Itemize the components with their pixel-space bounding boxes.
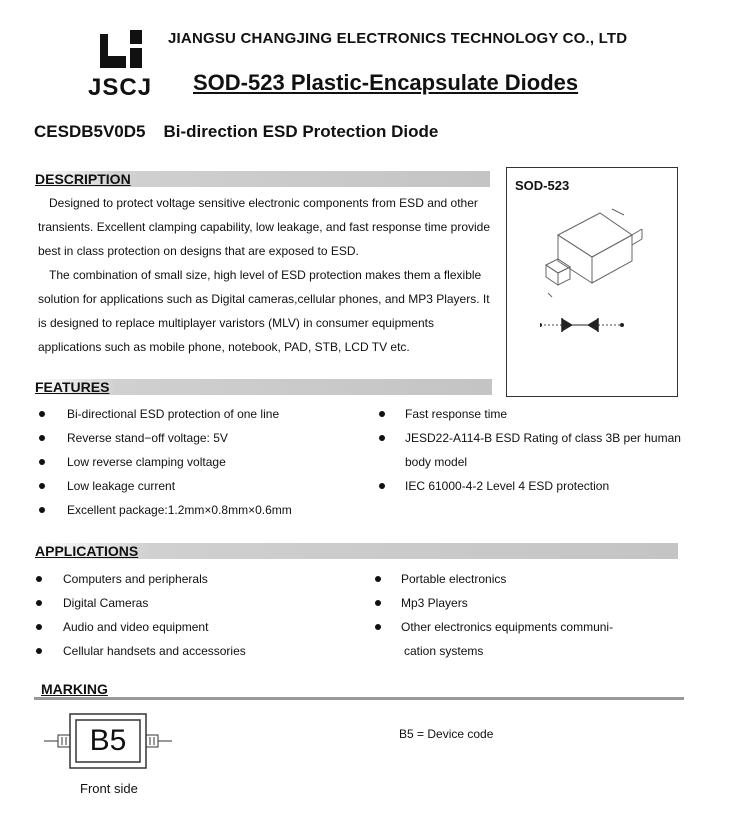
list-item: JESD22-A114-B ESD Rating of class 3B per human (405, 431, 681, 445)
bullet-icon (375, 600, 381, 606)
list-item: Audio and video equipment (63, 620, 209, 634)
list-item: Cellular handsets and accessories (63, 644, 246, 658)
logo-text: JSCJ (88, 74, 153, 101)
bullet-icon (36, 576, 42, 582)
list-item: Fast response time (405, 407, 508, 421)
features-heading: FEATURES (34, 379, 492, 395)
bullet-icon (375, 624, 381, 630)
marking-code: B5 (89, 724, 127, 757)
list-item: Bi-directional ESD protection of one line (67, 407, 280, 421)
bullet-icon (379, 483, 385, 489)
bullet-icon (375, 576, 381, 582)
list-item: Portable electronics (401, 572, 507, 586)
bullet-icon (379, 435, 385, 441)
company-name: JIANGSU CHANGJING ELECTRONICS TECHNOLOGY CO., LTD (168, 30, 628, 47)
bullet-icon (39, 411, 45, 417)
list-item: Excellent package:1.2mm×0.8mm×0.6mm (67, 503, 292, 517)
marking-heading: MARKING (34, 681, 684, 700)
description-heading: DESCRIPTION (34, 171, 490, 187)
part-description: Bi-direction ESD Protection Diode (163, 122, 439, 141)
bullet-icon (379, 411, 385, 417)
list-item: IEC 61000-4-2 Level 4 ESD protection (405, 479, 610, 493)
applications-heading: APPLICATIONS (34, 543, 678, 559)
company-logo-icon (100, 30, 148, 70)
list-item: Low leakage current (67, 479, 176, 493)
bullet-icon (39, 459, 45, 465)
bullet-icon (39, 507, 45, 513)
bullet-icon (36, 600, 42, 606)
description-paragraph-2: The combination of small size, high level of ESD protection makes them a flexible solution for applications such as Digital cameras,cellular phones, and MP3 Players. It is designed to replace multiplayer varistors (MLV) in consumer equipments applications such as mobile phone, notebook, PAD, STB, LCD TV etc. (38, 268, 490, 354)
list-item-continuation: cation systems (404, 644, 484, 658)
list-item: Other electronics equipments communi- (401, 620, 614, 634)
list-item-continuation: body model (405, 455, 468, 469)
device-code-legend: B5 = Device code (399, 727, 494, 741)
bullet-icon (39, 483, 45, 489)
document-title: SOD-523 Plastic-Encapsulate Diodes (193, 70, 579, 95)
list-item: Mp3 Players (401, 596, 468, 610)
bullet-icon (39, 435, 45, 441)
package-label: SOD-523 (515, 178, 570, 193)
bullet-icon (36, 648, 42, 654)
description-paragraph-1: Designed to protect voltage sensitive electronic components from ESD and other transients. Excellent clamping capability, low leakage, and fast response time provide best in class protection on designs that are exposed to ESD. (38, 196, 491, 258)
part-heading (34, 122, 438, 142)
marking-caption: Front side (80, 781, 138, 796)
list-item: Digital Cameras (63, 596, 149, 610)
part-number: CESDB5V0D5 (34, 122, 146, 141)
list-item: Low reverse clamping voltage (67, 455, 226, 469)
list-item: Computers and peripherals (63, 572, 208, 586)
bullet-icon (36, 624, 42, 630)
list-item: Reverse stand−off voltage: 5V (67, 431, 228, 445)
description-text (38, 191, 498, 359)
package-outline-icon (540, 205, 650, 335)
